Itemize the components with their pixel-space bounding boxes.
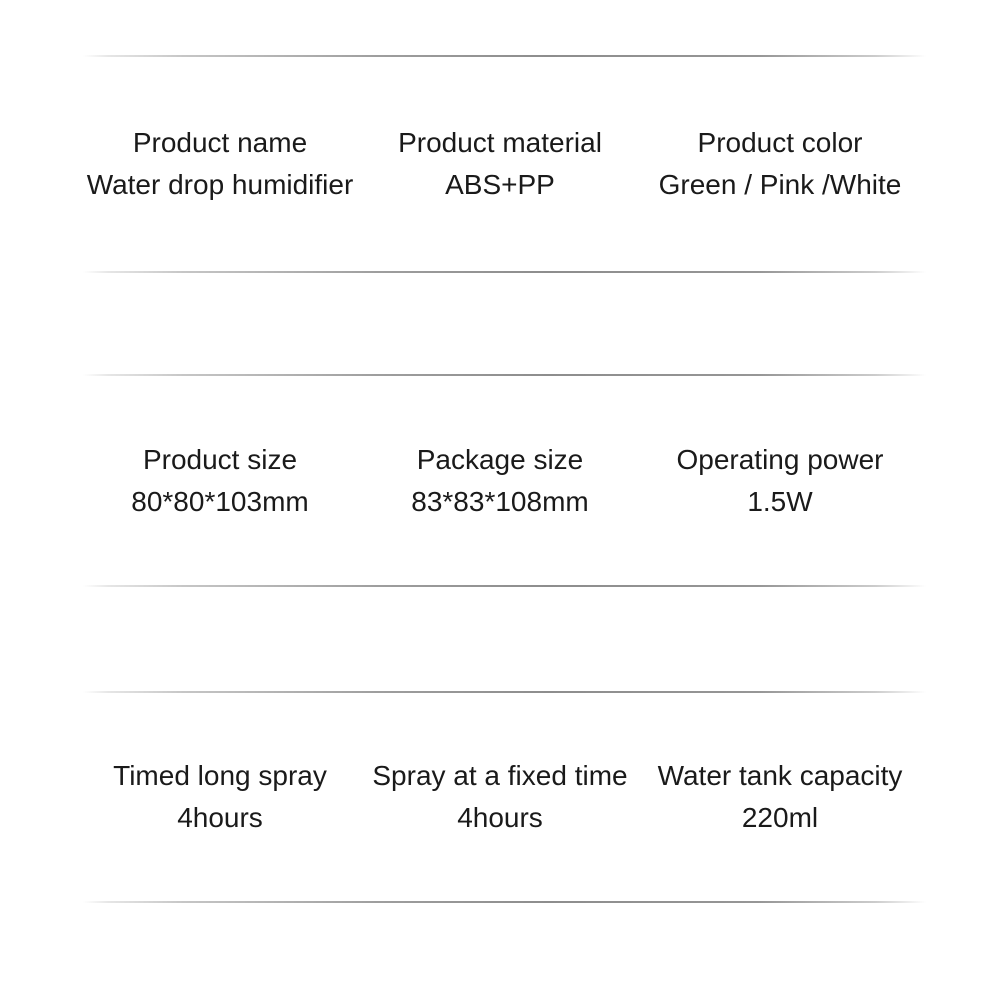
spec-cell-product-color: [640, 57, 920, 271]
spec-cell-timed-long-spray: [80, 693, 360, 901]
spec-label: Product color: [697, 127, 863, 158]
spec-label: Water tank capacity: [657, 760, 903, 791]
spec-value: 4hours: [457, 802, 543, 833]
spec-value: ABS+PP: [445, 169, 555, 200]
spec-cell-water-tank-capacity: [640, 693, 920, 901]
spec-label: Product name: [132, 127, 308, 158]
spec-label: Spray at a fixed time: [372, 760, 628, 791]
divider: [83, 901, 926, 903]
divider: [83, 271, 926, 273]
spec-cell-product-size: [80, 376, 360, 585]
spec-label: Timed long spray: [113, 760, 327, 791]
spec-value: 1.5W: [747, 485, 813, 517]
spec-value: 80*80*103mm: [131, 485, 309, 517]
spec-cell-spray-fixed-time: [360, 693, 640, 901]
spec-label: Operating power: [676, 443, 884, 475]
spec-cell-product-name: [80, 57, 360, 271]
spec-value: 83*83*108mm: [411, 485, 589, 517]
spec-value: Water drop humidifier: [86, 169, 354, 200]
spec-label: Package size: [416, 443, 584, 475]
spec-value: 4hours: [177, 802, 263, 833]
spec-label: Product material: [398, 127, 602, 158]
spec-cell-product-material: [360, 57, 640, 271]
spec-row-2: [80, 376, 920, 585]
spec-cell-package-size: [360, 376, 640, 585]
spec-label: Product size: [142, 443, 298, 475]
spec-row-1: [80, 57, 920, 271]
spec-cell-operating-power: [640, 376, 920, 585]
spec-value: 220ml: [741, 802, 819, 833]
spec-value: Green / Pink /White: [658, 169, 902, 200]
divider: [83, 585, 926, 587]
spec-row-3: [80, 693, 920, 901]
